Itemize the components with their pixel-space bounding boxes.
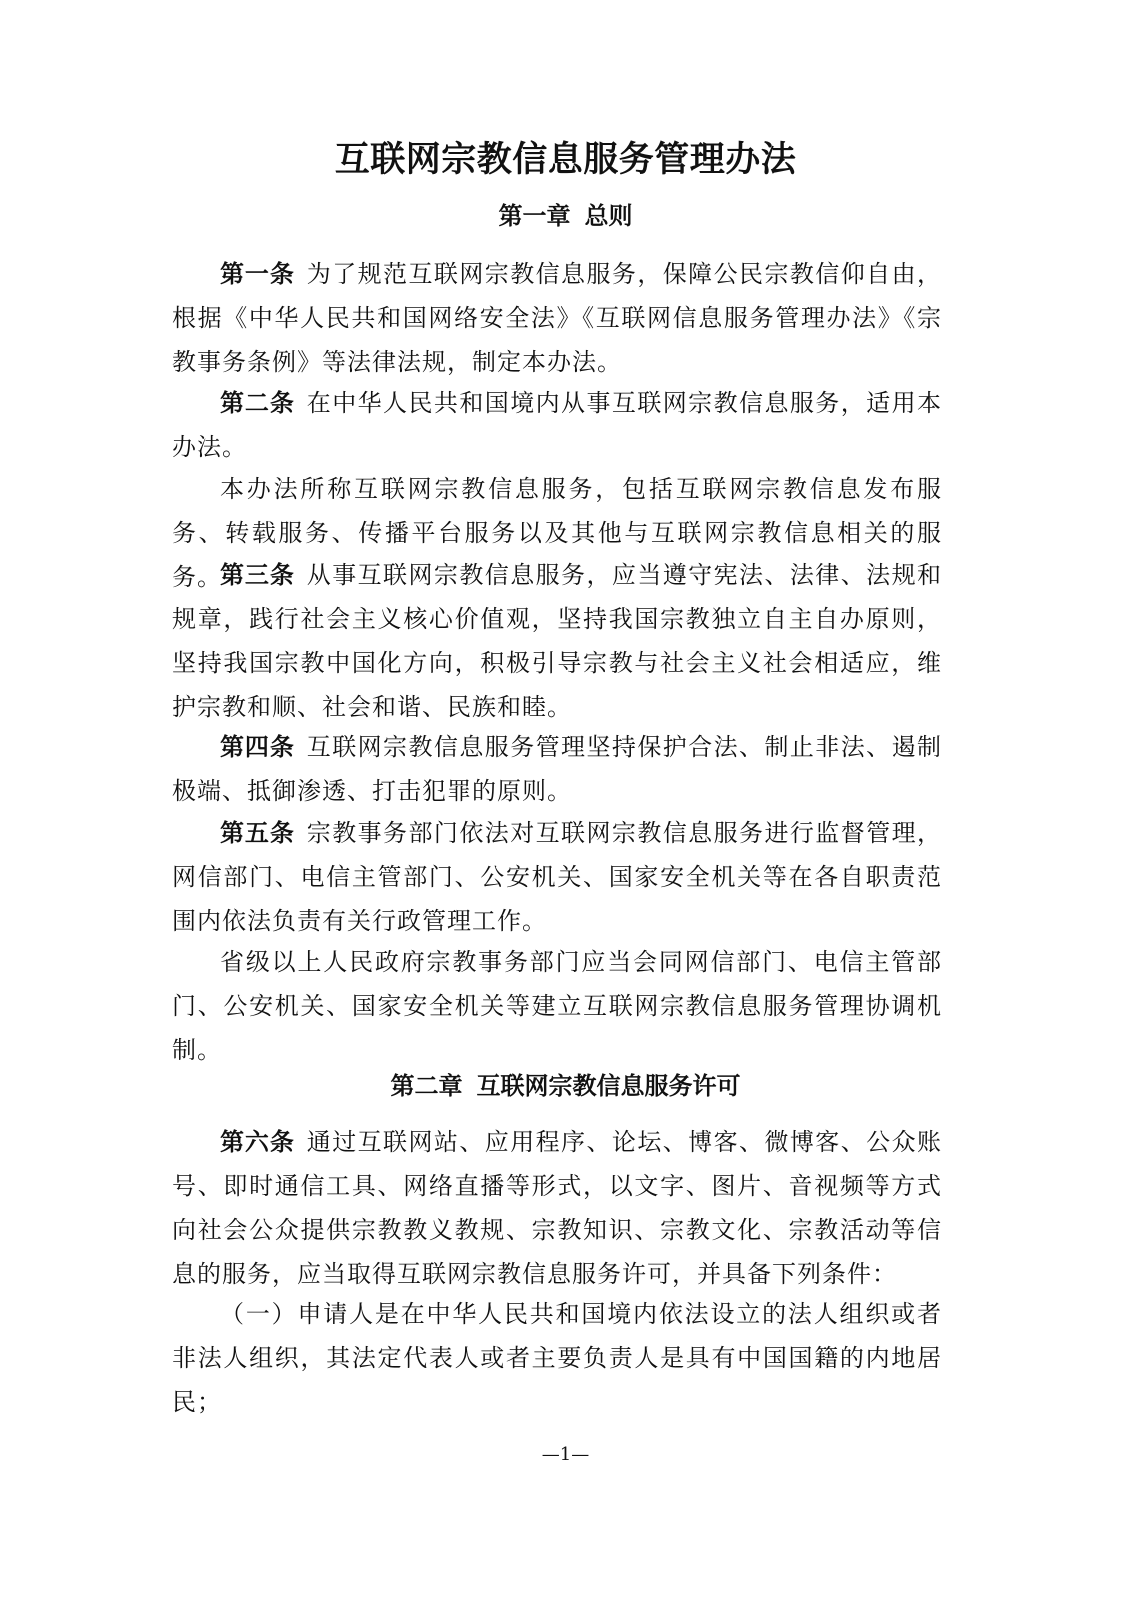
- article-text: 在中华人民共和国境内从事互联网宗教信息服务，适用本办法。: [172, 389, 943, 461]
- article-text: 宗教事务部门依法对互联网宗教信息服务进行监督管理，网信部门、电信主管部门、公安机关、国家安全机关等在各自职责范围内依法负责有关行政管理工作。: [172, 819, 943, 935]
- article-text: （一）申请人是在中华人民共和国境内依法设立的法人组织或者非法人组织，其法定代表人或者主要负责人是具有中国国籍的内地居民；: [172, 1300, 942, 1416]
- chapter-heading-2: [0, 1066, 1131, 1106]
- chapter-title: 互联网宗教信息服务许可: [476, 1072, 741, 1100]
- chapter-number: 第二章: [390, 1072, 463, 1100]
- article-text: 省级以上人民政府宗教事务部门应当会同网信部门、电信主管部门、公安机关、国家安全机关等建立互联网宗教信息服务管理协调机制。: [172, 948, 942, 1064]
- document-title: 互联网宗教信息服务管理办法: [334, 140, 797, 180]
- article-number: 第四条: [220, 733, 295, 761]
- article-text: 本办法所称互联网宗教信息服务，包括互联网宗教信息发布服务、转载服务、传播平台服务以及其他与互联网宗教信息相关的服务。: [172, 475, 942, 591]
- chapter-number: 第一章: [498, 202, 571, 230]
- article-paragraph: [172, 940, 942, 1072]
- article-paragraph: [172, 553, 942, 729]
- article-text: 从事互联网宗教信息服务，应当遵守宪法、法律、法规和规章，践行社会主义核心价值观，坚持我国宗教独立自主自办原则，坚持我国宗教中国化方向，积极引导宗教与社会主义社会相适应，维护宗教和顺、社会和谐、民族和睦。: [172, 561, 943, 721]
- chapter-title: 总则: [584, 202, 633, 230]
- chapter-heading-1: [0, 196, 1131, 236]
- article-number: 第五条: [220, 819, 295, 847]
- article-paragraph: [172, 1120, 942, 1296]
- article-number: 第三条: [220, 561, 295, 589]
- article-text: 通过互联网站、应用程序、论坛、博客、微博客、公众账号、即时通信工具、网络直播等形式，以文字、图片、音视频等方式向社会公众提供宗教教义教规、宗教知识、宗教文化、宗教活动等信息的服务，应当取得互联网宗教信息服务许可，并具备下列条件：: [172, 1128, 943, 1288]
- article-text: 为了规范互联网宗教信息服务，保障公民宗教信仰自由，根据《中华人民共和国网络安全法》《互联网信息服务管理办法》《宗教事务条例》等法律法规，制定本办法。: [172, 260, 943, 376]
- article-number: 第二条: [220, 389, 295, 417]
- article-paragraph: [172, 252, 942, 384]
- article-paragraph: [172, 1292, 942, 1424]
- article-paragraph: [172, 811, 942, 943]
- article-paragraph: [172, 725, 942, 813]
- page-number: —1—: [541, 1444, 590, 1465]
- article-text: 互联网宗教信息服务管理坚持保护合法、制止非法、遏制极端、抵御渗透、打击犯罪的原则。: [172, 733, 943, 805]
- article-paragraph: [172, 381, 942, 469]
- article-number: 第一条: [220, 260, 295, 288]
- article-number: 第六条: [220, 1128, 295, 1156]
